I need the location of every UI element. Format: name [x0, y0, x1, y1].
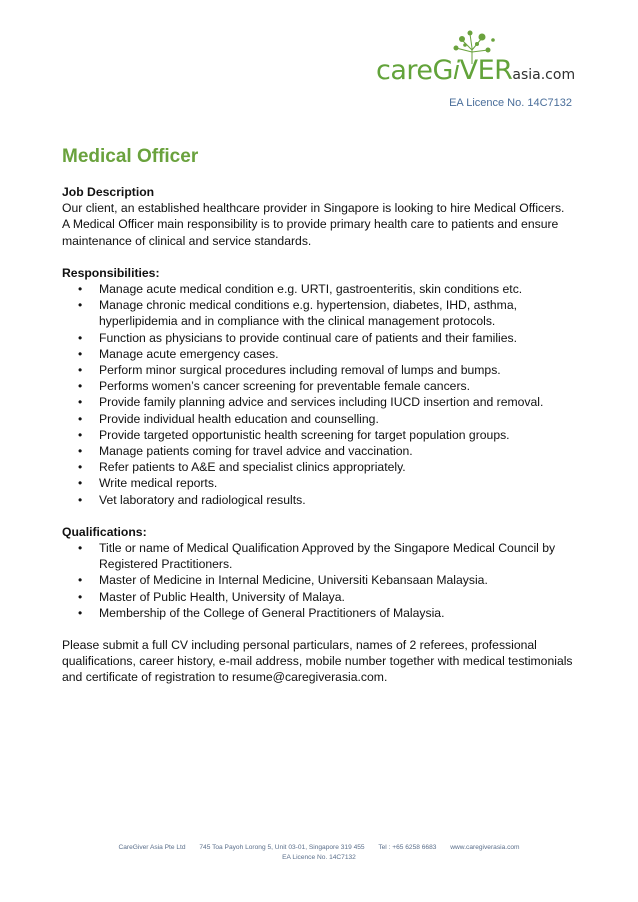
list-item: • Vet laboratory and radiological results.	[62, 492, 574, 508]
list-item: • Manage acute emergency cases.	[62, 346, 574, 362]
responsibilities-list	[62, 281, 574, 508]
logo-wordmark	[376, 56, 575, 90]
page-title: Medical Officer	[62, 146, 199, 167]
footer-tel: Tel : +65 6258 6683	[378, 844, 437, 851]
list-item: • Master of Medicine in Internal Medicine, Universiti Kebansaan Malaysia.	[62, 572, 574, 588]
logo-g: G	[432, 55, 453, 86]
footer-company: CareGiver Asia Pte Ltd	[118, 844, 186, 851]
list-item: • Performs women’s cancer screening for preventable female cancers.	[62, 378, 574, 394]
description-line-2: A Medical Officer main responsibility is to provide primary health care to patients and ensure maintenance of clinical and service standards.	[62, 217, 559, 248]
list-item: • Provide individual health education and counselling.	[62, 411, 574, 427]
description-line-1: Our client, an established healthcare provider in Singapore is looking to hire Medical Officers.	[62, 201, 565, 216]
qualifications-heading: Qualifications:	[62, 524, 147, 539]
footer-address: 745 Toa Payoh Lorong 5, Unit 03-01, Singapore 319 455	[199, 844, 365, 851]
job-content	[62, 184, 574, 686]
footer-licence: EA Licence No. 14C7132	[282, 854, 356, 861]
list-item: • Function as physicians to provide continual care of patients and their families.	[62, 330, 574, 346]
list-item: • Perform minor surgical procedures including removal of lumps and bumps.	[62, 362, 574, 378]
logo-ver: VER	[459, 55, 513, 86]
list-item: • Write medical reports.	[62, 475, 574, 491]
list-item: • Refer patients to A&E and specialist clinics appropriately.	[62, 459, 574, 475]
list-item: • Title or name of Medical Qualification Approved by the Singapore Medical Council by Registered Practitioners.	[62, 540, 574, 572]
list-item: • Provide family planning advice and services including IUCD insertion and removal.	[62, 394, 574, 410]
qualifications-list	[62, 540, 574, 621]
list-item: • Master of Public Health, University of Malaya.	[62, 589, 574, 605]
list-item: • Provide targeted opportunistic health screening for target population groups.	[62, 427, 574, 443]
responsibilities-heading: Responsibilities:	[62, 265, 160, 280]
list-item: • Manage chronic medical conditions e.g. hypertension, diabetes, IHD, asthma, hyperlipidemia and in compliance with the clinical management protocols.	[62, 297, 574, 329]
closing-paragraph: Please submit a full CV including personal particulars, names of 2 referees, professional qualifications, career history, e-mail address, mobile number together with medical testimonials and certificate of registration to resume@caregiverasia.com.	[62, 638, 573, 685]
licence-number: EA Licence No. 14C7132	[449, 97, 572, 109]
description-heading: Job Description	[62, 185, 155, 199]
page-footer	[0, 843, 638, 863]
list-item: • Membership of the College of General Practitioners of Malaysia.	[62, 605, 574, 621]
list-item: • Manage patients coming for travel advice and vaccination.	[62, 443, 574, 459]
logo-care: care	[376, 55, 433, 86]
list-item: • Manage acute medical condition e.g. URTI, gastroenteritis, skin conditions etc.	[62, 281, 574, 297]
logo-person-icon: ​𝑖	[452, 55, 460, 86]
logo-asia: asia.com	[512, 67, 576, 83]
caregiverasia-logo	[372, 30, 582, 86]
footer-website[interactable]: www.caregiverasia.com	[450, 844, 520, 851]
